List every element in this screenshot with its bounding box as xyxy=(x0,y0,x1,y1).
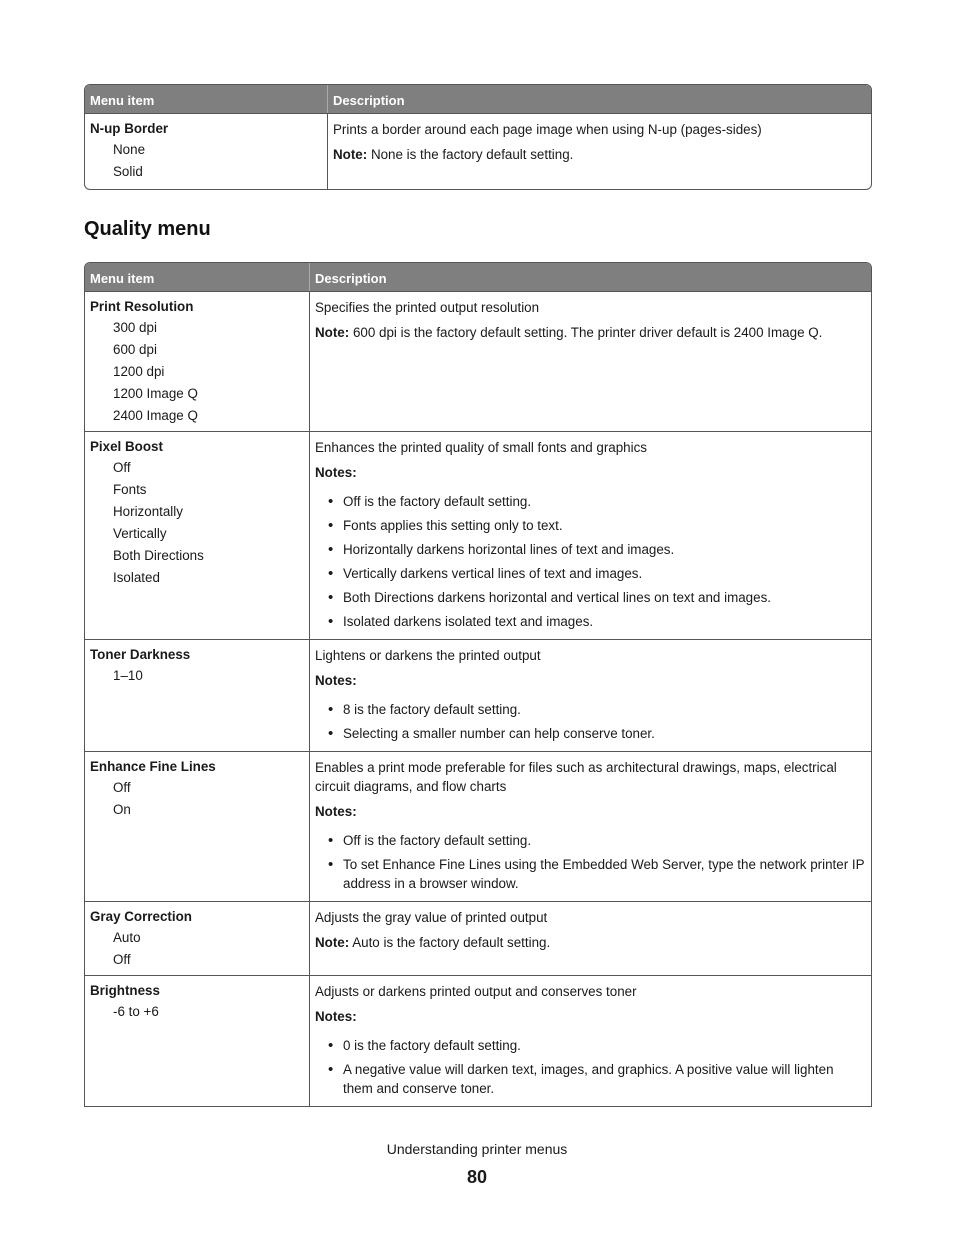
note-item: • To set Enhance Fine Lines using the Embedded Web Server, type the network printer IP address in a browser window. xyxy=(343,855,866,893)
menu-option: 1200 Image Q xyxy=(113,386,198,401)
description-text: Prints a border around each page image when using N-up (pages-sides) xyxy=(333,122,762,137)
description-header: Description xyxy=(333,93,405,108)
description-cell xyxy=(310,292,871,431)
menu-option: Both Directions xyxy=(113,548,204,563)
menu-item-name: Brightness xyxy=(90,983,160,998)
description-text: Adjusts the gray value of printed output xyxy=(315,910,548,925)
description-cell xyxy=(310,902,871,975)
notes-list xyxy=(315,831,866,893)
table-row xyxy=(85,975,871,1106)
note xyxy=(333,145,866,164)
menu-option: None xyxy=(113,142,146,157)
note-text: None is the factory default setting. xyxy=(367,147,574,162)
notes-list xyxy=(315,700,866,743)
footer-section-title: Understanding printer menus xyxy=(386,1141,568,1157)
note-item: • Both Directions darkens horizontal and vertical lines on text and images. xyxy=(343,588,866,607)
note-item: • Fonts applies this setting only to text. xyxy=(343,516,866,535)
menu-option: Solid xyxy=(113,164,143,179)
table-header xyxy=(85,263,871,291)
note-item: • Isolated darkens isolated text and images. xyxy=(343,612,866,631)
menu-item-header: Menu item xyxy=(85,263,310,291)
menu-option: Fonts xyxy=(113,482,147,497)
description-text: Enables a print mode preferable for files such as architectural drawings, maps, electrical circuit diagrams, and flow charts xyxy=(315,760,837,794)
note-label: Note: xyxy=(315,325,350,340)
menu-item-name: Print Resolution xyxy=(90,299,194,314)
notes-label: Notes: xyxy=(315,804,357,819)
description-text: Specifies the printed output resolution xyxy=(315,300,540,315)
description-text: Enhances the printed quality of small fonts and graphics xyxy=(315,440,647,455)
menu-item-header: Menu item xyxy=(85,85,328,113)
menu-option: 1–10 xyxy=(113,668,143,683)
menu-item-cell xyxy=(85,640,310,751)
menu-option: 2400 Image Q xyxy=(113,408,198,423)
menu-option: Isolated xyxy=(113,570,160,585)
menu-item-name: Pixel Boost xyxy=(90,439,163,454)
notes-list xyxy=(315,492,866,631)
table-row xyxy=(85,431,871,639)
menu-item-cell xyxy=(85,976,310,1106)
menu-option: 300 dpi xyxy=(113,320,157,335)
menu-item-cell xyxy=(85,902,310,975)
menu-option: 1200 dpi xyxy=(113,364,165,379)
section-title: Quality menu xyxy=(84,218,211,240)
nup-border-table xyxy=(84,84,872,190)
description-cell xyxy=(310,976,871,1106)
note-item: • 8 is the factory default setting. xyxy=(343,700,866,719)
note-item: • Off is the factory default setting. xyxy=(343,831,866,850)
table-row xyxy=(85,113,871,189)
menu-item-cell xyxy=(85,114,328,189)
notes-label: Notes: xyxy=(315,1009,357,1024)
menu-item-name: N-up Border xyxy=(90,121,169,136)
notes-label: Notes: xyxy=(315,465,357,480)
menu-item-name: Gray Correction xyxy=(90,909,192,924)
note-item: • Off is the factory default setting. xyxy=(343,492,866,511)
note-item: • 0 is the factory default setting. xyxy=(343,1036,866,1055)
table-row xyxy=(85,291,871,431)
notes-label: Notes: xyxy=(315,673,357,688)
note xyxy=(315,323,866,342)
table-row xyxy=(85,639,871,751)
note xyxy=(315,933,866,952)
description-cell xyxy=(328,114,871,189)
note-item: • Vertically darkens vertical lines of text and images. xyxy=(343,564,866,583)
menu-option: On xyxy=(113,802,131,817)
note-item: • Selecting a smaller number can help conserve toner. xyxy=(343,724,866,743)
description-text: Lightens or darkens the printed output xyxy=(315,648,541,663)
table-row xyxy=(85,751,871,901)
menu-option: 600 dpi xyxy=(113,342,157,357)
page-number: 80 xyxy=(466,1167,488,1187)
menu-option: Off xyxy=(113,780,131,795)
quality-menu-table xyxy=(84,262,872,1107)
note-item: • Horizontally darkens horizontal lines of text and images. xyxy=(343,540,866,559)
menu-option: Vertically xyxy=(113,526,167,541)
description-cell xyxy=(310,432,871,639)
menu-option: -6 to +6 xyxy=(113,1004,159,1019)
menu-option: Off xyxy=(113,952,131,967)
table-row xyxy=(85,901,871,975)
menu-item-cell xyxy=(85,432,310,639)
note-text: 600 dpi is the factory default setting. The printer driver default is 2400 Image Q. xyxy=(349,325,823,340)
menu-item-name: Enhance Fine Lines xyxy=(90,759,216,774)
note-label: Note: xyxy=(333,147,368,162)
description-cell xyxy=(310,640,871,751)
notes-list xyxy=(315,1036,866,1098)
menu-option: Off xyxy=(113,460,131,475)
description-cell xyxy=(310,752,871,901)
description-text: Adjusts or darkens printed output and conserves toner xyxy=(315,984,637,999)
menu-option: Horizontally xyxy=(113,504,183,519)
menu-item-cell xyxy=(85,292,310,431)
description-header: Description xyxy=(315,271,387,286)
menu-option: Auto xyxy=(113,930,141,945)
table-header xyxy=(85,85,871,113)
note-label: Note: xyxy=(315,935,350,950)
note-text: Auto is the factory default setting. xyxy=(349,935,551,950)
note-item: • A negative value will darken text, images, and graphics. A positive value will lighten them and conserve toner. xyxy=(343,1060,866,1098)
menu-item-cell xyxy=(85,752,310,901)
menu-item-name: Toner Darkness xyxy=(90,647,191,662)
